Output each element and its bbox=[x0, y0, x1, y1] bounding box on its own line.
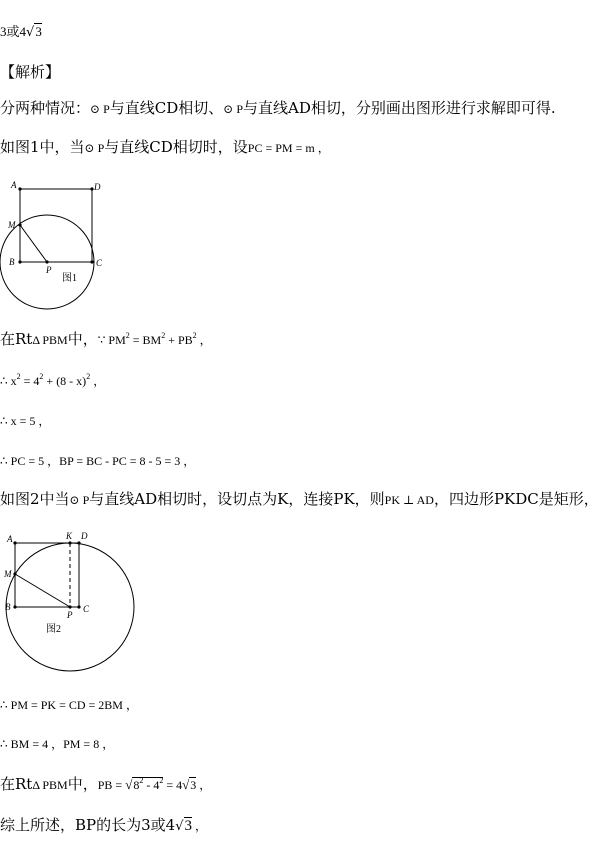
step7-sup1: 2 bbox=[139, 776, 144, 785]
figure1-segment-pm bbox=[20, 225, 47, 262]
circle-p-symbol: ⊙ P bbox=[84, 141, 105, 155]
conclusion-root: 3 bbox=[184, 818, 193, 834]
step1-mid: = BM bbox=[129, 333, 162, 347]
triangle-symbol: Δ PBM bbox=[32, 778, 68, 792]
label-m: M bbox=[4, 569, 12, 579]
circle-p-symbol: ⊙ P bbox=[69, 493, 90, 507]
figure2-square bbox=[15, 543, 79, 607]
conclusion-end: ， bbox=[192, 819, 208, 833]
sqrt-symbol: √3 bbox=[182, 777, 197, 792]
figure-2-diagram bbox=[0, 528, 140, 676]
label-d: D bbox=[81, 531, 88, 541]
label-k: K bbox=[66, 531, 73, 541]
step3-text: x = 5 ， bbox=[10, 414, 51, 428]
step1-sup2: 2 bbox=[161, 331, 166, 340]
figure1-caption: 图1 bbox=[62, 273, 77, 284]
therefore-symbol: ∴ bbox=[0, 737, 8, 751]
step5-line bbox=[0, 695, 138, 715]
step1-lead: 在Rt bbox=[0, 330, 33, 348]
therefore-symbol: ∴ bbox=[0, 374, 8, 388]
step1-mid2: + PB bbox=[165, 333, 193, 347]
therefore-symbol: ∴ bbox=[0, 414, 8, 428]
step6-line bbox=[0, 734, 114, 754]
step7-r1: 8 bbox=[133, 778, 140, 792]
label-m: M bbox=[8, 220, 16, 230]
therefore-symbol: ∴ bbox=[0, 454, 8, 468]
sqrt-symbol: √3 bbox=[26, 24, 42, 40]
step2-a: x bbox=[10, 374, 17, 388]
answer-value-b: 4 bbox=[19, 24, 27, 39]
sqrt-symbol: $√8^2 - 4^2$ bbox=[125, 776, 164, 792]
case1-formula: PC = PM = m ， bbox=[247, 141, 330, 155]
step7-r2: - 4 bbox=[143, 778, 160, 792]
step1-end: ， bbox=[196, 333, 212, 347]
label-b: B bbox=[5, 602, 11, 612]
case2-lead: 如图2中当 bbox=[0, 490, 70, 508]
intro-text-1: 分两种情况： bbox=[0, 99, 91, 117]
case2-line bbox=[0, 489, 599, 510]
label-p: P bbox=[67, 610, 73, 620]
step2-c: + (8 - x) bbox=[43, 374, 87, 388]
step7-eq: = 4 bbox=[163, 778, 183, 792]
step6-text: BM = 4 ，PM = 8 ， bbox=[10, 737, 115, 751]
intro-text-2: 与直线CD相切、 bbox=[109, 99, 224, 117]
step1-zhong: 中， bbox=[67, 330, 98, 348]
answer-value-a: 3 bbox=[0, 24, 7, 39]
step1-formula bbox=[98, 333, 212, 347]
case1-mid: 与直线CD相切时，设 bbox=[104, 138, 248, 156]
step5-text: PM = PK = CD = 2BM ， bbox=[10, 698, 138, 712]
triangle-symbol: Δ PBM bbox=[32, 333, 68, 347]
step1-sup1: 2 bbox=[125, 331, 130, 340]
label-p: P bbox=[46, 265, 52, 275]
step7-line bbox=[0, 774, 211, 795]
figure2-caption: 图2 bbox=[46, 624, 61, 635]
case2-mid: 与直线AD相切时，设切点为K，连接PK，则 bbox=[89, 490, 385, 508]
label-a: A bbox=[11, 180, 17, 190]
circle-p-symbol: ⊙ P bbox=[90, 102, 110, 116]
step7-lead: 在Rt bbox=[0, 775, 33, 793]
step2-b: = 4 bbox=[20, 374, 40, 388]
step7-end: ， bbox=[196, 778, 212, 792]
conclusion-lead: 综上所述，BP的长为3或4 bbox=[0, 816, 176, 834]
step1-lhs: PM bbox=[108, 333, 126, 347]
label-c: C bbox=[83, 604, 90, 614]
case1-line bbox=[0, 137, 330, 158]
step1-line bbox=[0, 329, 212, 350]
label-d: D bbox=[94, 182, 101, 192]
conclusion-line bbox=[0, 815, 207, 837]
intro-text-3: 与直线AD相切，分别画出图形进行求解即可得. bbox=[243, 99, 556, 117]
circle-p-symbol: ⊙ P bbox=[223, 102, 243, 116]
answer-or: 或 bbox=[6, 25, 20, 40]
step1-sup3: 2 bbox=[192, 331, 197, 340]
case2-tail: ，四边形PKDC是矩形， bbox=[433, 490, 599, 508]
because-symbol: ∵ bbox=[97, 333, 106, 347]
step7-formula bbox=[98, 778, 212, 792]
answer-line bbox=[0, 21, 42, 43]
step2-sup3: 2 bbox=[86, 372, 91, 381]
figure2-segment-pm bbox=[15, 574, 70, 607]
step2-sup1: 2 bbox=[16, 372, 21, 381]
step2-sup2: 2 bbox=[39, 372, 44, 381]
sqrt-symbol: √3 bbox=[175, 818, 193, 834]
figure-1-diagram bbox=[0, 175, 130, 310]
therefore-symbol: ∴ bbox=[0, 698, 8, 712]
step3-line bbox=[0, 411, 50, 431]
step7-pb: PB = bbox=[97, 778, 126, 792]
label-b: B bbox=[9, 257, 15, 267]
analysis-heading: 【解析】 bbox=[0, 63, 61, 81]
step4-text: PC = 5 ，BP = BC - PC = 8 - 5 = 3 ， bbox=[10, 454, 196, 468]
step2-end: ， bbox=[90, 374, 106, 388]
step4-line bbox=[0, 451, 195, 471]
step7-sup2: 2 bbox=[159, 776, 164, 785]
figure1-square bbox=[20, 189, 92, 262]
step7-r3: 3 bbox=[190, 778, 197, 792]
intro-line bbox=[0, 98, 556, 119]
step2-line bbox=[0, 371, 105, 391]
answer-root: 3 bbox=[35, 24, 42, 39]
label-a: A bbox=[7, 534, 13, 544]
step7-zhong: 中， bbox=[67, 775, 98, 793]
case1-lead: 如图1中，当 bbox=[0, 138, 85, 156]
label-c: C bbox=[96, 258, 103, 268]
perp-formula: PK ⊥ AD bbox=[384, 493, 434, 507]
